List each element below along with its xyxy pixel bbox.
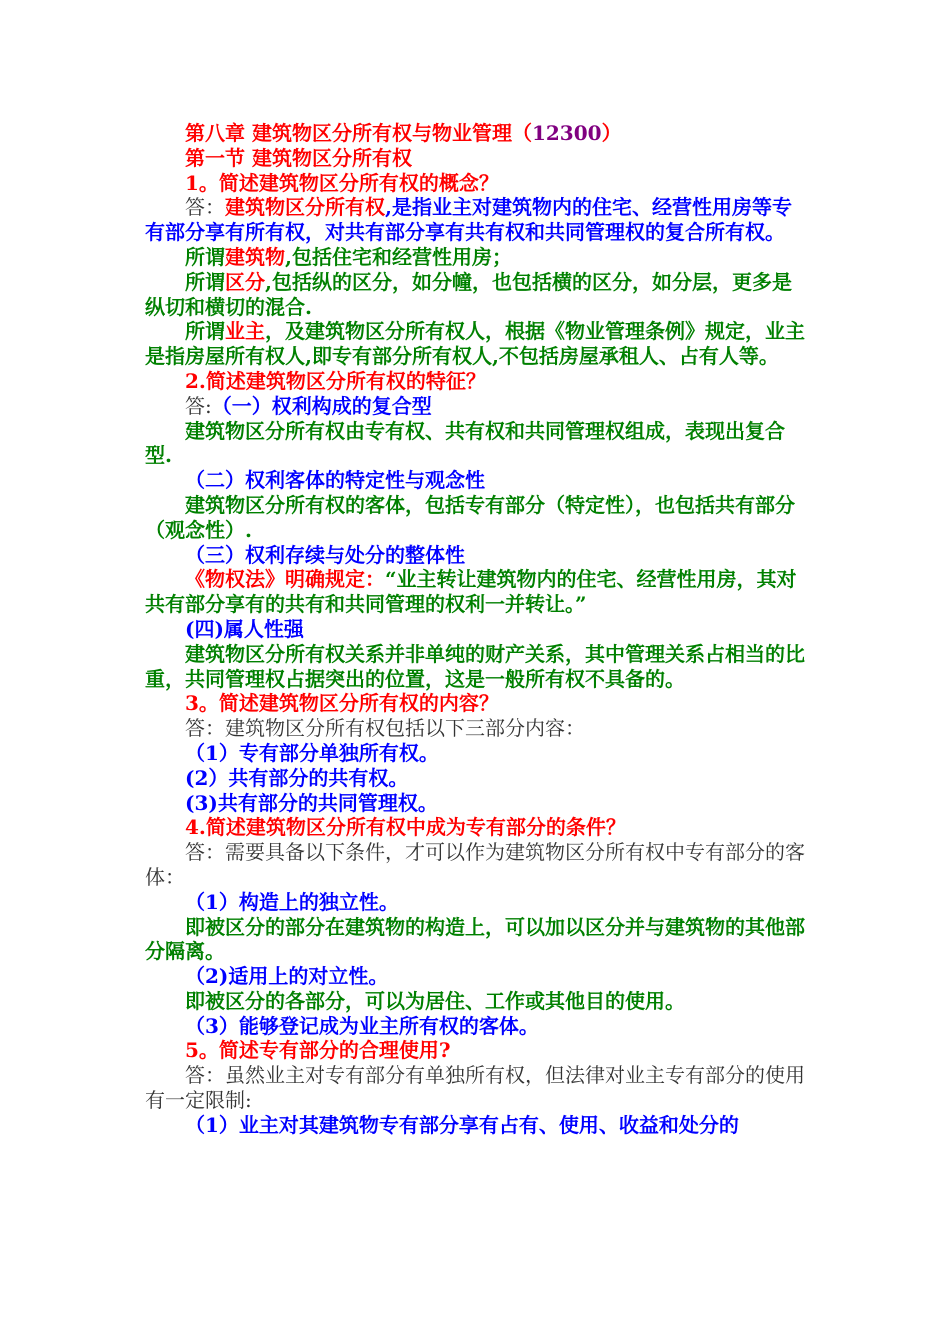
question-1: 1。简述建筑物区分所有权的概念？ (185, 170, 499, 195)
question-2: 2.简述建筑物区分所有权的特征？ (185, 368, 486, 393)
definition-prefix: 所谓 (185, 319, 225, 344)
answer-5: 答：虽然业主对专有部分有单独所有权，但法律对业主专有部分的使用有一定限制: (145, 1063, 805, 1113)
chapter-title (145, 121, 810, 146)
answer-1 (145, 195, 810, 245)
answer-3-item-3: (3)共有部分的共同管理权。 (185, 790, 438, 815)
answer-prefix: 答： (185, 195, 225, 220)
answer-4-heading-2: （2)适用上的对立性。 (185, 964, 389, 989)
answer-prefix: 答: (185, 393, 212, 418)
definition-division (145, 270, 810, 320)
answer-4-heading-1: （1）构造上的独立性。 (185, 889, 399, 914)
question-3: 3。简述建筑物区分所有权的内容？ (185, 691, 499, 716)
section-title: 第一节 建筑物区分所有权 (185, 145, 412, 170)
answer-2-text-1: 建筑物区分所有权由专有权、共有权和共同管理权组成，表现出复合型. (145, 418, 785, 468)
answer-3-item-2: (2）共有部分的共有权。 (185, 765, 409, 790)
answer-1-term: 建筑物区分所有权 (225, 195, 385, 220)
definition-body: ,包括住宅和经营性用房； (285, 244, 512, 269)
law-quote: “业主转让建筑物内的住宅、经营性用房，其对共有部分享有的共有和共同管理的权利一并转让。” (145, 567, 797, 617)
answer-4-text-2: 即被区分的各部分，可以为居住、工作或其他目的使用。 (185, 988, 685, 1013)
definition-term: 业主 (225, 319, 265, 344)
definition-building (145, 245, 810, 270)
document-content (145, 121, 810, 1138)
answer-4: 答：需要具备以下条件，才可以作为建筑物区分所有权中专有部分的客体： (145, 840, 805, 889)
answer-4-text-1: 即被区分的部分在建筑物的构造上，可以加以区分并与建筑物的其他部分隔离。 (145, 914, 805, 964)
chapter-title-text: 第八章 建筑物区分所有权与物业管理（ (185, 121, 532, 145)
answer-2-heading-2: （二）权利客体的特定性与观念性 (185, 468, 485, 493)
definition-prefix: 所谓 (185, 269, 225, 294)
definition-term: 建筑物 (225, 244, 285, 269)
question-4: 4.简述建筑物区分所有权中成为专有部分的条件？ (185, 815, 626, 840)
answer-4-heading-3: （3）能够登记成为业主所有权的客体。 (185, 1013, 539, 1038)
answer-2-text-3 (145, 567, 810, 617)
feature-heading: （一）权利构成的复合型 (211, 393, 432, 418)
answer-2-heading-1 (145, 394, 810, 419)
definition-body: ，及建筑物区分所有权人，根据《物业管理条例》规定，业主是指房屋所有权人,即专有部分所有权人,不包括房屋承租人、占有人等。 (145, 319, 805, 369)
answer-3: 答：建筑物区分所有权包括以下三部分内容： (185, 716, 585, 741)
question-5: 5。简述专有部分的合理使用? (185, 1038, 451, 1063)
definition-owner (145, 319, 810, 369)
answer-1-body: ,是指业主对建筑物内的住宅、经营性用房等专有部分享有所有权，对共有部分享有共有权和共同管理权的复合所有权。 (145, 195, 792, 245)
answer-2-heading-3: （三）权利存续与处分的整体性 (185, 542, 465, 567)
chapter-code: 12300 (531, 121, 602, 145)
answer-5-item-1: （1）业主对其建筑物专有部分享有占有、使用、收益和处分的 (185, 1112, 739, 1137)
chapter-title-close: ） (601, 121, 622, 145)
definition-body: ,包括纵的区分，如分幢，也包括横的区分，如分层，更多是纵切和横切的混合. (145, 269, 792, 319)
answer-2-heading-4: (四)属人性强 (185, 616, 304, 641)
law-reference: 《物权法》明确规定： (185, 567, 385, 592)
answer-2-text-2: 建筑物区分所有权的客体，包括专有部分（特定性），也包括共有部分（观念性）. (145, 492, 795, 542)
answer-3-item-1: （1）专有部分单独所有权。 (185, 740, 439, 765)
answer-2-text-4: 建筑物区分所有权关系并非单纯的财产关系，其中管理关系占相当的比重，共同管理权占据突出的位置，这是一般所有权不具备的。 (145, 641, 805, 691)
definition-term: 区分 (225, 269, 265, 294)
definition-prefix: 所谓 (185, 244, 225, 269)
